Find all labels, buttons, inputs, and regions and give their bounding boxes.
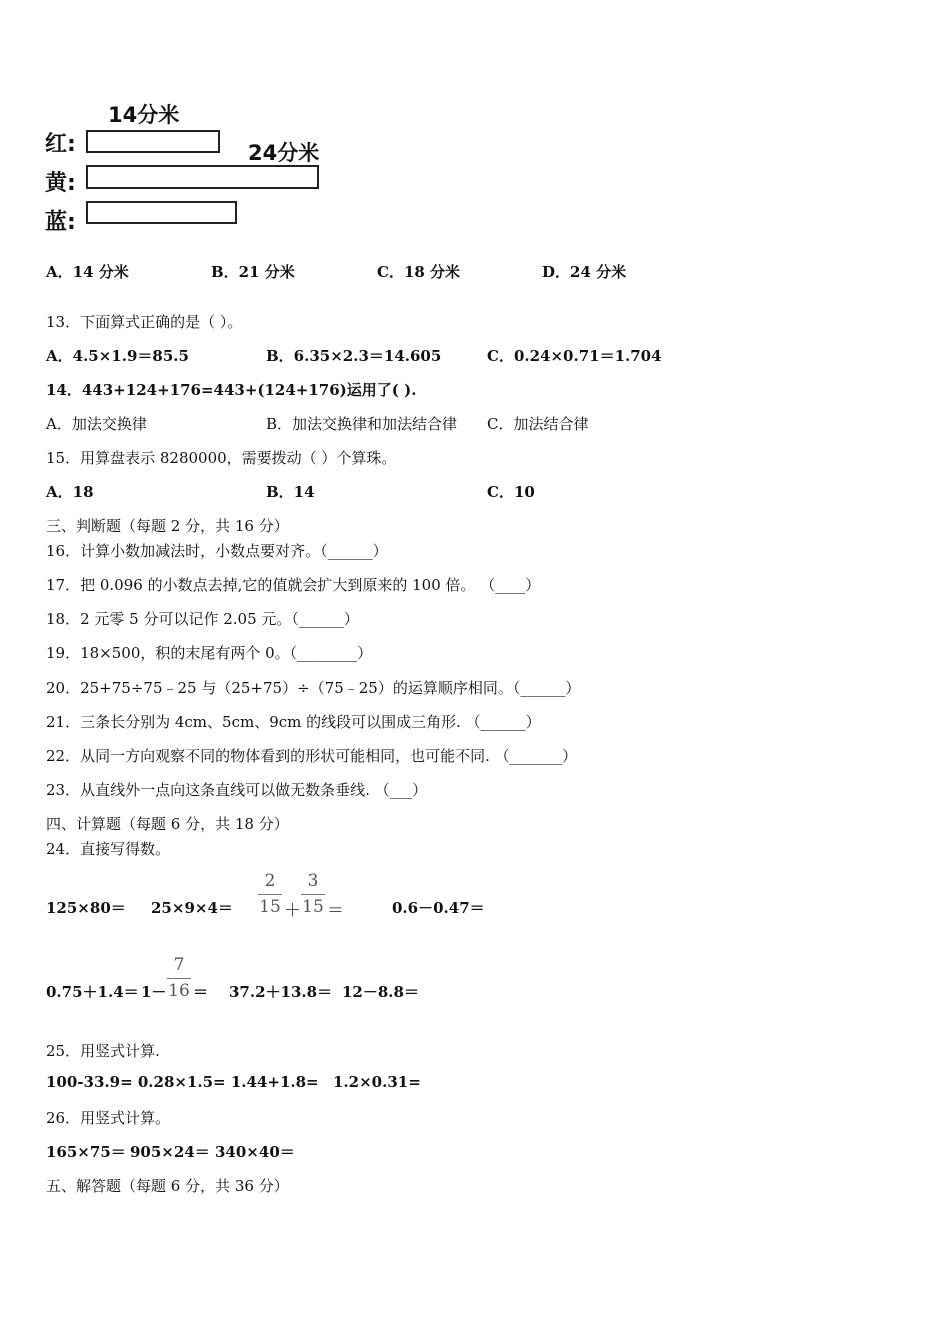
q12-option-a: A．14 分米 [46,263,129,281]
q13-option-a: A．4.5×1.9＝85.5 [46,347,189,365]
judge-item: 16．计算小数加减法时，小数点要对齐。（______） [46,542,388,560]
q24-expr-7: 37.2＋13.8＝ [229,983,333,1001]
q25-expr-2: 1.2×0.31= [333,1073,421,1091]
q24-fraction-1 [258,871,282,917]
q24-expr-6-equals: ＝ [193,983,209,1001]
fraction-denominator: 15 [302,897,324,917]
q13-stem: 13．下面算式正确的是（ ）。 [46,313,243,331]
q14-stem: 14．443+124+176=443+(124+176)运用了( ). [46,381,417,399]
q24-fraction-2 [301,871,325,917]
q25-expr-1: 100-33.9= 0.28×1.5= 1.44+1.8= [46,1073,319,1091]
q26-expr-1: 165×75＝ [46,1143,126,1161]
q24-expr-2: 25×9×4＝ [151,899,233,917]
fraction-denominator: 16 [168,981,190,1001]
q15-option-a: A．18 [46,483,94,501]
q14-option-c: C．加法结合律 [487,415,589,433]
q24-fraction-3 [167,955,191,1001]
row-label-red: 红: [45,132,76,157]
q24-expr-6-prefix: 1－ [141,983,167,1001]
q24-stem: 24．直接写得数。 [46,840,171,858]
q14-option-a: A．加法交换律 [46,415,147,433]
judge-item: 18．2 元零 5 分可以记作 2.05 元。（______） [46,610,359,628]
q24-expr-5: 0.75＋1.4＝ [46,983,139,1001]
fraction-numerator: 3 [307,871,319,891]
label-24dm: 24分米 [248,141,320,165]
q12-option-b: B．21 分米 [211,263,295,281]
q24-plus: ＋ [284,901,301,921]
q12-option-d: D．24 分米 [542,263,627,281]
q24-expr-8: 12－8.8＝ [342,983,419,1001]
fraction-denominator: 15 [259,897,281,917]
q24-expr-4: 0.6－0.47＝ [392,899,485,917]
fraction-numerator: 7 [173,955,185,975]
section-4-heading: 四、计算题（每题 6 分，共 18 分） [46,815,289,833]
q24-expr-1: 125×80＝ [46,899,126,917]
judge-item: 20．25+75÷75﹣25 与（25+75）÷（75﹣25）的运算顺序相同。（______） [46,679,581,697]
judge-item: 19．18×500，积的末尾有两个 0。（________） [46,644,373,662]
fraction-numerator: 2 [264,871,276,891]
bar-blue [86,201,237,224]
q26-expr-3: 340×40＝ [215,1143,295,1161]
row-label-yellow: 黄: [45,171,76,196]
judge-item: 23．从直线外一点向这条直线可以做无数条垂线. （___） [46,781,428,799]
label-14dm: 14分米 [108,103,180,127]
section-3-heading: 三、判断题（每题 2 分，共 16 分） [46,517,289,535]
section-5-heading: 五、解答题（每题 6 分，共 36 分） [46,1177,289,1195]
row-label-blue: 蓝: [45,210,76,235]
judge-item: 17．把 0.096 的小数点去掉,它的值就会扩大到原来的 100 倍。 （____） [46,576,541,594]
q13-option-b: B．6.35×2.3＝14.605 [266,347,442,365]
bar-yellow [86,165,319,189]
q12-option-c: C．18 分米 [377,263,461,281]
q26-stem: 26．用竖式计算。 [46,1109,171,1127]
q15-option-c: C．10 [487,483,535,501]
q26-expr-2: 905×24＝ [130,1143,210,1161]
q25-stem: 25．用竖式计算. [46,1042,160,1060]
q15-stem: 15．用算盘表示 8280000，需要拨动（ ）个算珠。 [46,449,397,467]
q24-equals: ＝ [327,901,344,921]
q13-option-c: C．0.24×0.71＝1.704 [487,347,662,365]
bar-red [86,130,220,153]
q14-option-b: B．加法交换律和加法结合律 [266,415,458,433]
q15-option-b: B．14 [266,483,315,501]
judge-item: 21．三条长分别为 4cm、5cm、9cm 的线段可以围成三角形. （______） [46,713,541,731]
judge-item: 22．从同一方向观察不同的物体看到的形状可能相同，也可能不同. （_______） [46,747,578,765]
